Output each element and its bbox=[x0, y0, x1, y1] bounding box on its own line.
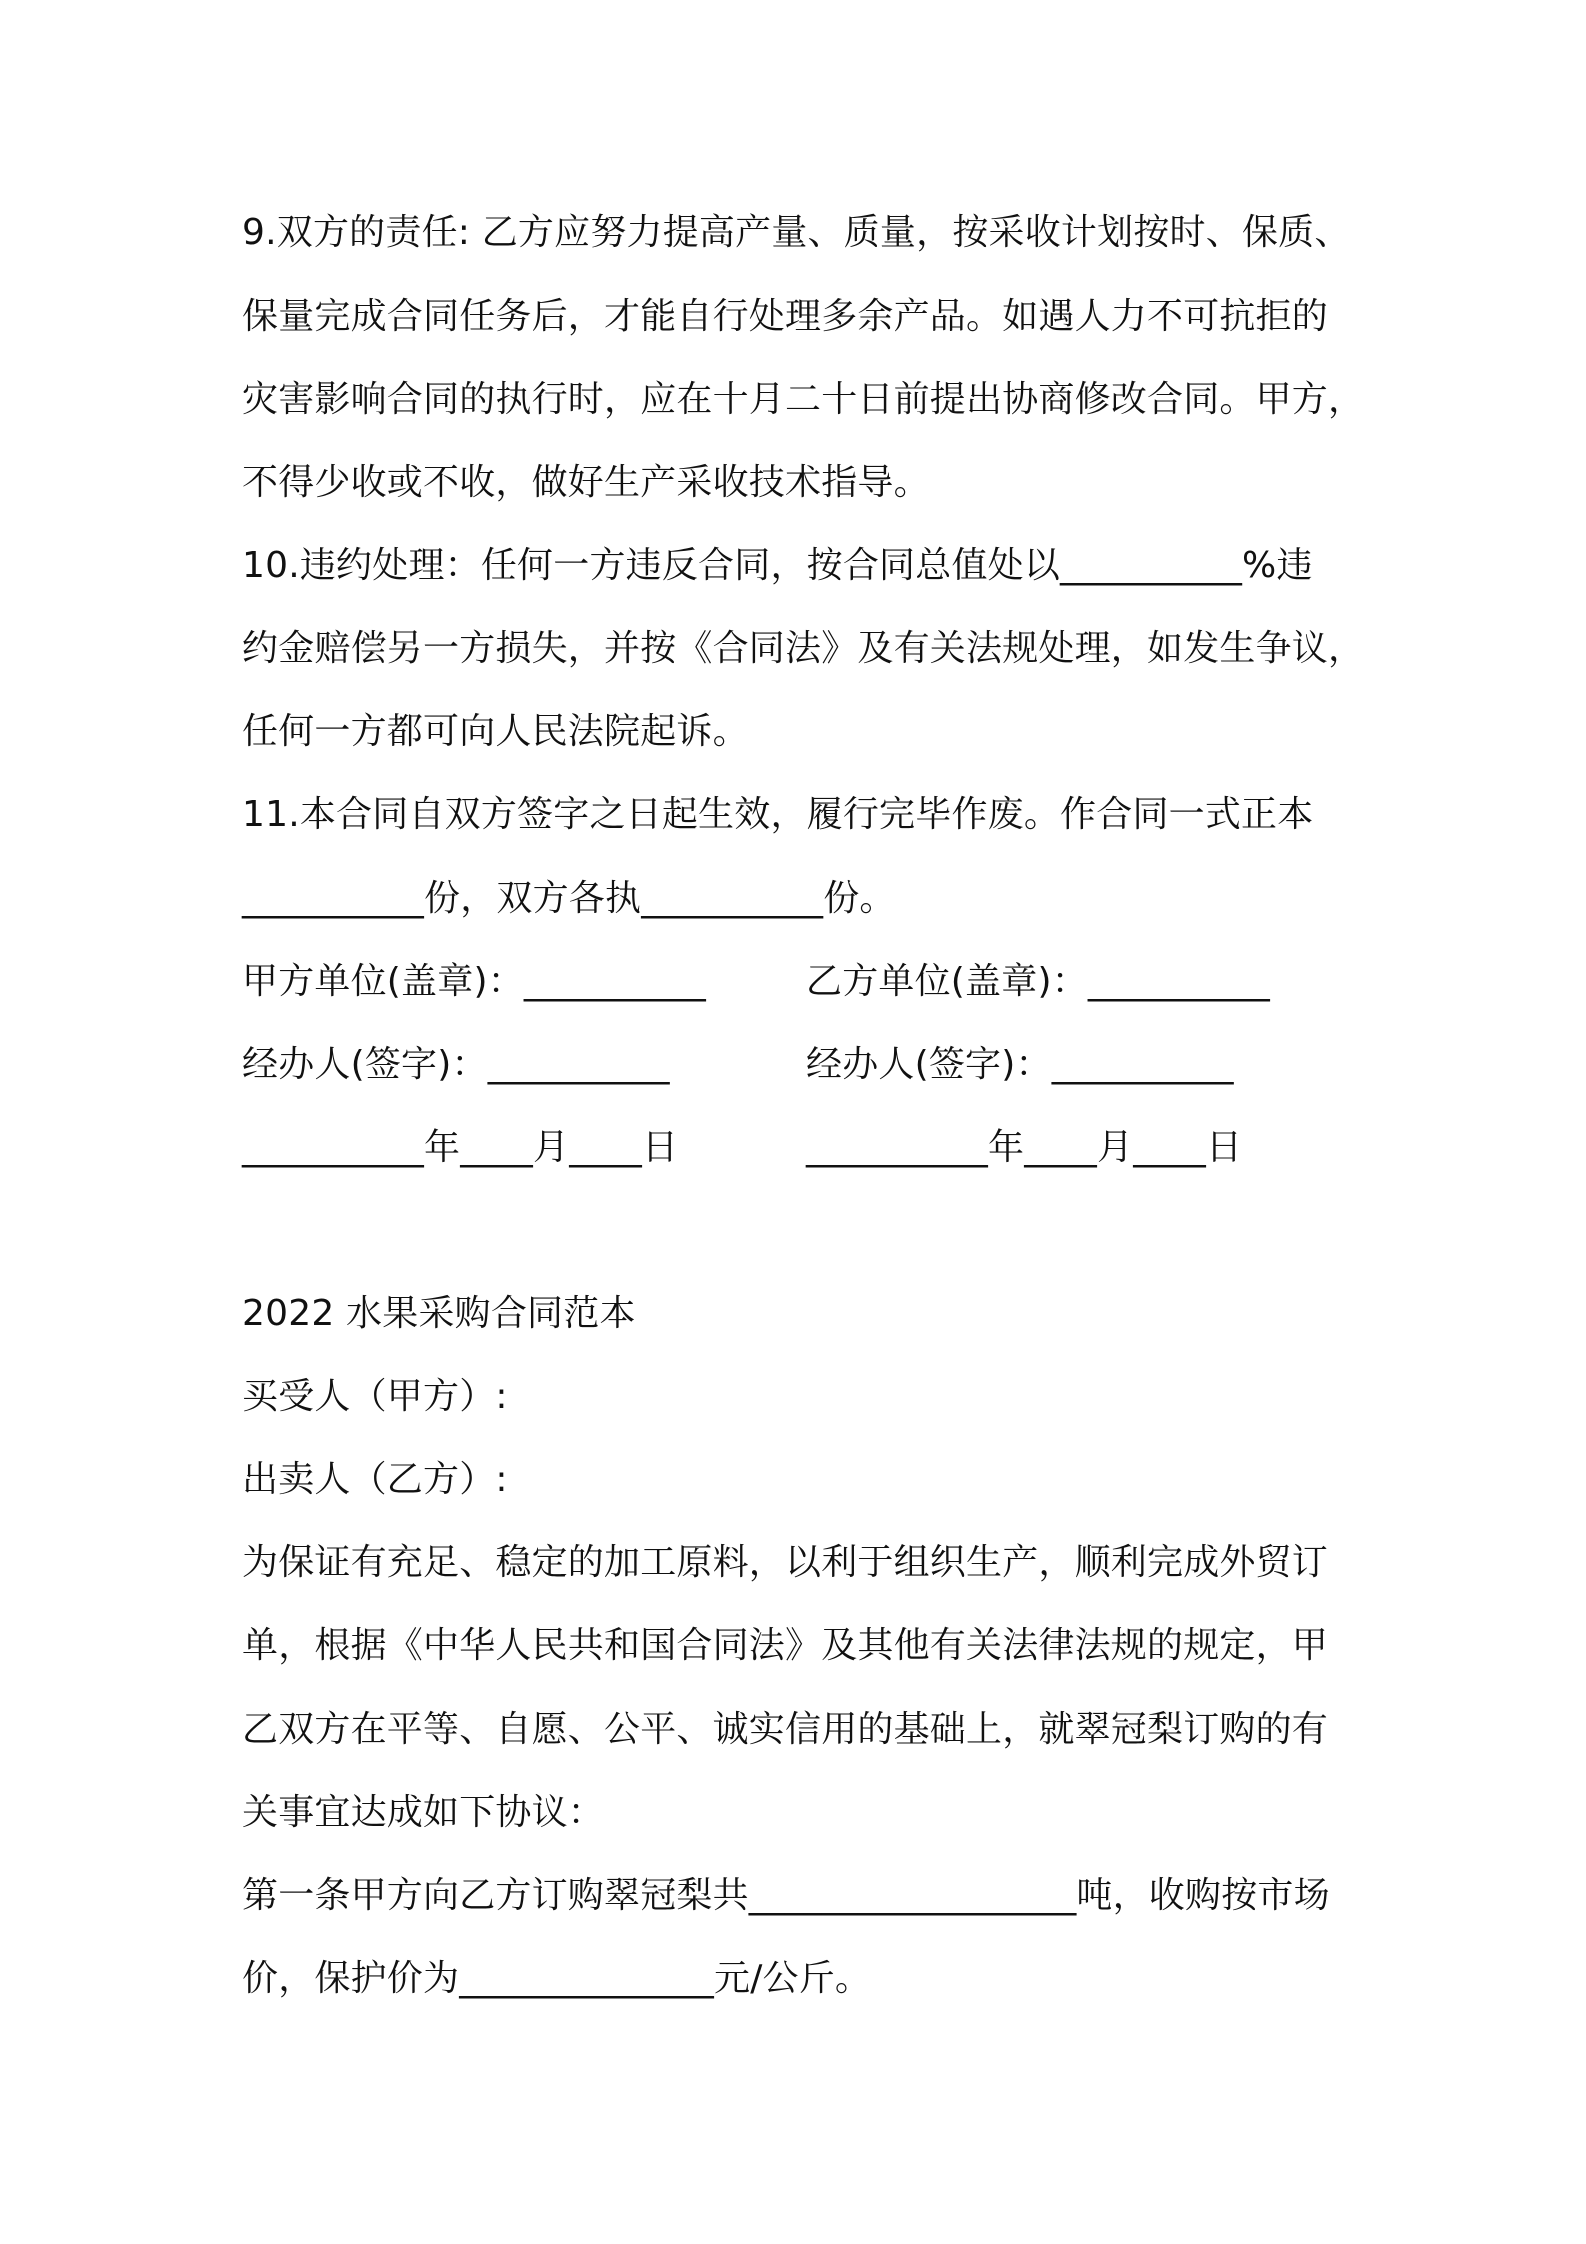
seller-line: 出卖人（乙方）: bbox=[242, 1459, 508, 1500]
clause-11-line-2: __________份，双方各执__________份。 bbox=[242, 878, 896, 919]
party-a-agent: 经办人(签字)：__________ bbox=[242, 1044, 670, 1085]
party-b-agent: 经办人(签字)：__________ bbox=[806, 1044, 1234, 1085]
preamble-line-3: 乙双方在平等、自愿、公平、诚实信用的基础上，就翠冠梨订购的有 bbox=[242, 1709, 1329, 1750]
party-b-unit: 乙方单位(盖章)：__________ bbox=[806, 961, 1270, 1002]
clause-10-line-3: 任何一方都可向人民法院起诉。 bbox=[242, 711, 749, 752]
clause-9-line-3: 灾害影响合同的执行时，应在十月二十日前提出协商修改合同。甲方， bbox=[242, 379, 1365, 420]
buyer-line: 买受人（甲方）: bbox=[242, 1376, 508, 1417]
clause-9-line-1: 9.双方的责任: 乙方应努力提高产量、质量，按采收计划按时、保质、 bbox=[242, 212, 1351, 253]
clause-11-line-1: 11.本合同自双方签字之日起生效，履行完毕作废。作合同一式正本 bbox=[242, 794, 1314, 835]
party-b-date: __________年____月____日 bbox=[806, 1127, 1243, 1168]
party-a-unit: 甲方单位(盖章)：__________ bbox=[242, 961, 706, 1002]
preamble-line-1: 为保证有充足、稳定的加工原料，以利于组织生产，顺利完成外贸订 bbox=[242, 1542, 1329, 1583]
preamble-line-2: 单，根据《中华人民共和国合同法》及其他有关法律法规的规定，甲 bbox=[242, 1625, 1329, 1666]
article-1-line-2: 价，保护价为______________元/公斤。 bbox=[242, 1958, 872, 1999]
preamble-line-4: 关事宜达成如下协议： bbox=[242, 1792, 605, 1833]
clause-9-line-2: 保量完成合同任务后，才能自行处理多余产品。如遇人力不可抗拒的 bbox=[242, 296, 1329, 337]
contract-title: 2022 水果采购合同范本 bbox=[242, 1293, 636, 1334]
clause-10-line-1: 10.违约处理：任何一方违反合同，按合同总值处以__________%违 bbox=[242, 545, 1313, 586]
clause-9-line-4: 不得少收或不收，做好生产采收技术指导。 bbox=[242, 462, 930, 503]
clause-10-line-2: 约金赔偿另一方损失，并按《合同法》及有关法规处理，如发生争议， bbox=[242, 628, 1365, 669]
article-1-line-1: 第一条甲方向乙方订购翠冠梨共__________________吨，收购按市场 bbox=[242, 1875, 1330, 1916]
party-a-date: __________年____月____日 bbox=[242, 1127, 679, 1168]
